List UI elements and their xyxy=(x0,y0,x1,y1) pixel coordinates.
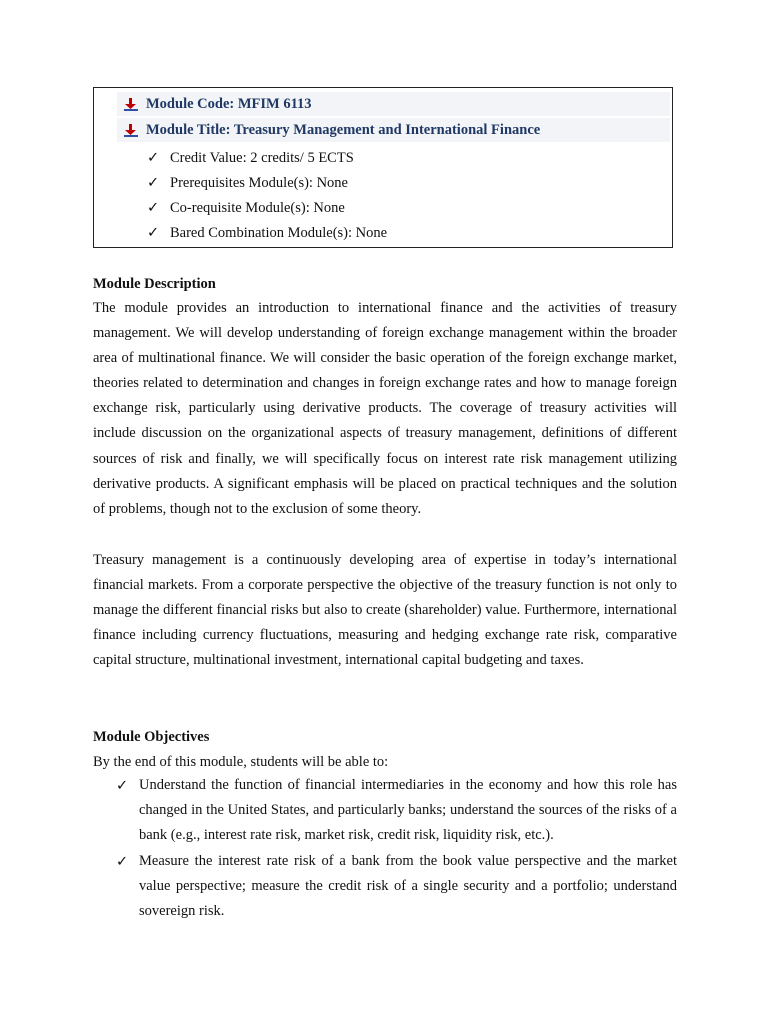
module-title-row xyxy=(117,118,670,142)
check-icon: ✓ xyxy=(147,175,160,191)
objectives-heading: Module Objectives xyxy=(93,729,210,745)
check-icon: ✓ xyxy=(147,150,160,166)
check-icon: ✓ xyxy=(147,200,160,216)
description-paragraph-1: The module provides an introduction to international finance and the activities of treasury management. We will develop understanding of foreign exchange management within the broader area of multinational finance. We will consider the basic operation of the foreign exchange market, theories related to determination and changes in foreign exchange rates and how to manage foreign exchange risk, particularly using derivative products. The coverage of treasury activities will include discussion on the organizational aspects of treasury management, definitions of different sources of risk and finally, we will specifically focus on interest rate risk management utilizing derivative products. A significant emphasis will be placed on practical techniques and the solution of problems, though not to the exclusion of some theory. xyxy=(93,300,677,517)
arrow-bullet-icon xyxy=(124,98,138,111)
description-paragraph-2: Treasury management is a continuously developing area of expertise in today’s international financial markets. From a corporate perspective the objective of the treasury function is not only to manage the different financial risks but also to create (shareholder) value. Furthermore, international finance including currency fluctuations, measuring and hedging exchange rate risk, comparative capital structure, multinational investment, international capital budgeting and taxes. xyxy=(93,552,677,669)
description-heading: Module Description xyxy=(93,276,216,292)
check-icon: ✓ xyxy=(116,854,129,870)
arrow-bullet-icon xyxy=(124,124,138,137)
objectives-intro: By the end of this module, students will be able to: xyxy=(93,754,389,770)
check-icon: ✓ xyxy=(116,778,129,794)
module-info-box: Module Code: MFIM 6113 Module Title: Treasury Management and International Finance ✓ Credit Value: 2 credits/ 5 ECTS ✓ Prerequisites Module(s): None ✓ Co-requisite Module(s): None ✓ Bared Combination Module(s): None xyxy=(93,87,673,248)
check-icon: ✓ xyxy=(147,225,160,241)
module-code: Module Code: MFIM 6113 xyxy=(146,96,312,112)
module-title: Module Title: Treasury Management and International Finance xyxy=(146,122,541,138)
module-code-row xyxy=(117,92,670,116)
objective-item-2: Measure the interest rate risk of a bank from the book value perspective and the market value perspective; measure the credit risk of a single security and a portfolio; understand sovereign risk. xyxy=(139,853,677,920)
objective-item-1: Understand the function of financial intermediaries in the economy and how this role has changed in the United States, and particularly banks; understand the sources of the risks of a bank (e.g., interest rate risk, market risk, credit risk, liquidity risk, etc.). xyxy=(139,777,677,844)
